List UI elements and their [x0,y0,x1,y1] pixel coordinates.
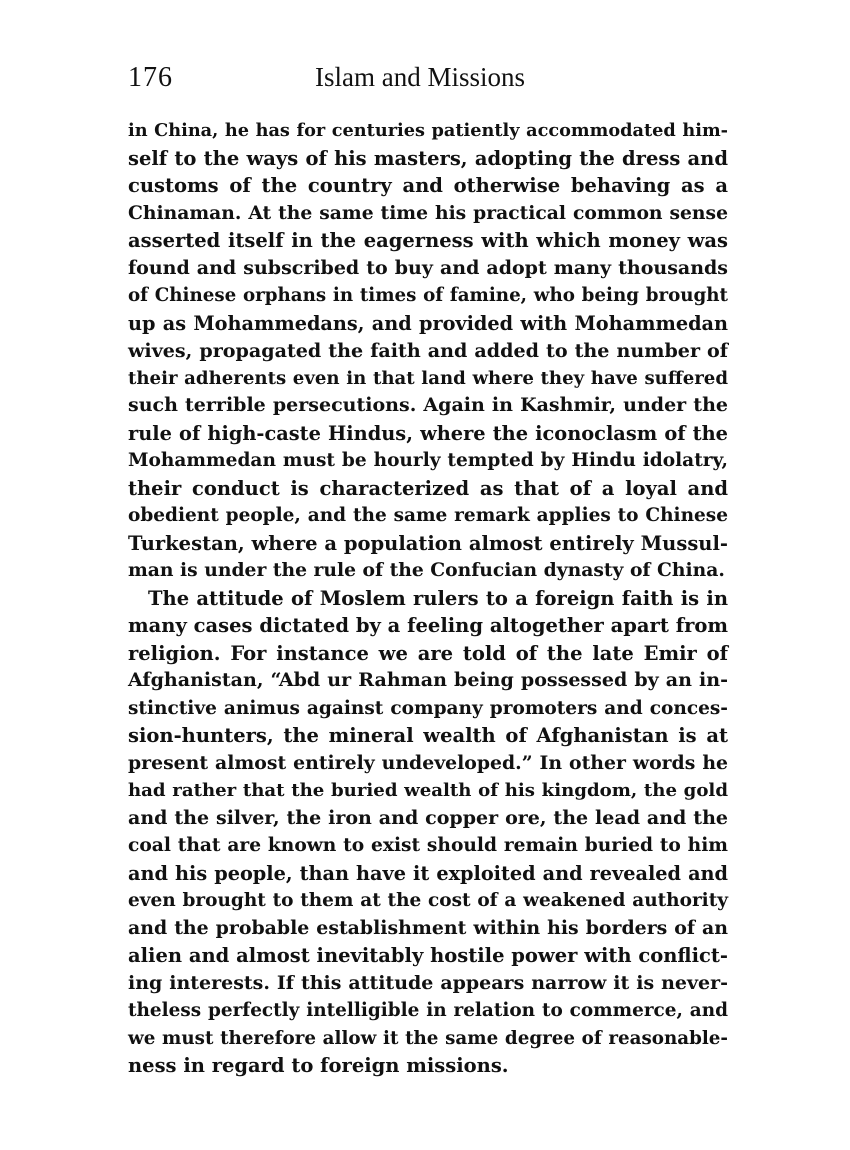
text-line: stinctive animus against company promoters and conces- [128,697,728,719]
text-line: self to the ways of his masters, adopting the dress and [128,146,728,170]
text-line: even brought to them at the cost of a weakened authority [128,890,728,911]
text-line: many cases dictated by a feeling altogether apart from [128,614,728,637]
paragraph-first-line: The attitude of Moslem rulers to a foreign faith is in [148,586,728,610]
text-line: customs of the country and otherwise behaving as a [128,174,728,197]
text-line: Chinaman. At the same time his practical common sense [128,201,728,224]
text-line: present almost entirely undeveloped.” In other words he [128,751,728,774]
text-line: had rather that the buried wealth of his kingdom, the gold [128,780,728,801]
page-header [128,62,728,102]
text-line: Mohammedan must be hourly tempted by Hindu idolatry, [128,450,728,471]
text-line: their adherents even in that land where they have suffered [128,367,728,389]
text-line: and his people, than have it exploited and revealed and [128,861,728,885]
text-line: coal that are known to exist should remain buried to him [128,835,728,856]
text-line: obedient people, and the same remark applies to Chinese [128,505,728,526]
text-line: found and subscribed to buy and adopt many thousands [128,256,728,279]
text-line: wives, propagated the faith and added to the number of [128,339,728,362]
text-line: religion. For instance we are told of the late Emir of [128,641,728,665]
text-line: ing interests. If this attitude appears narrow it is never- [128,971,728,994]
text-line: theless perfectly intelligible in relation to commerce, and [128,1000,728,1021]
text-line: in China, he has for centuries patiently accommodated him- [128,120,728,141]
running-title: Islam and Missions [315,62,526,92]
text-line: we must therefore allow it the same degree of reasonable- [128,1027,728,1049]
text-line: alien and almost inevitably hostile power with conflict- [128,944,728,967]
page-number: 176 [128,62,173,93]
text-line: asserted itself in the eagerness with which money was [128,229,728,252]
text-line: ness in regard to foreign missions. [128,1054,509,1077]
text-line: rule of high-caste Hindus, where the iconoclasm of the [128,421,728,445]
text-line: man is under the rule of the Confucian dynasty of China. [128,559,725,581]
text-line: sion-hunters, the mineral wealth of Afghanistan is at [128,724,728,747]
text-line: of Chinese orphans in times of famine, who being brought [128,285,728,306]
text-line: Afghanistan, “Abd ur Rahman being possessed by an in- [128,669,728,691]
text-line: such terrible persecutions. Again in Kashmir, under the [128,394,728,416]
text-line: their conduct is characterized as that of a loyal and [128,476,728,500]
text-line: and the probable establishment within his borders of an [128,916,728,939]
text-line: and the silver, the iron and copper ore, the lead and the [128,806,728,829]
text-line: Turkestan, where a population almost entirely Mussul- [128,531,728,555]
body-text [128,117,728,1080]
text-line: up as Mohammedans, and provided with Mohammedan [128,311,728,335]
